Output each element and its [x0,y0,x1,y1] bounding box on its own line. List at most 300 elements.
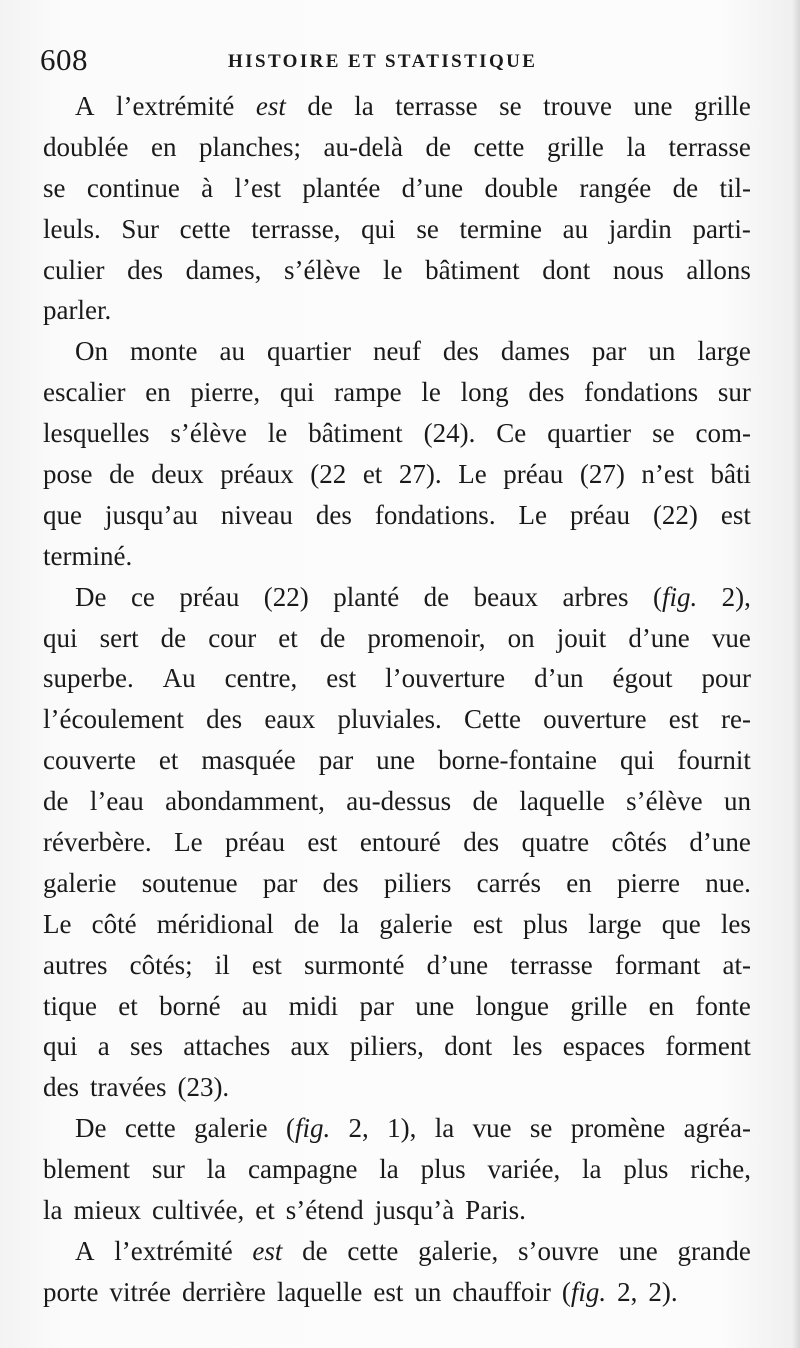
text-line [43,1067,751,1108]
word: sur [151,1154,185,1185]
page-edge-shadow [792,0,800,1348]
word: continue [86,172,180,203]
word: dames [500,336,570,367]
word: aux [290,1031,330,1062]
word: une [633,91,673,121]
word: un [723,786,751,817]
paragraph [43,1231,751,1313]
word: l’eau [89,786,144,817]
word: et [118,990,138,1021]
text-line [43,822,751,863]
word: s’élève [170,418,247,449]
text-line [43,454,751,495]
word: chauffoir [452,1276,551,1307]
word: attaches [183,1031,271,1062]
word: tique [43,990,97,1021]
word: riche, [690,1154,751,1185]
word: re- [721,704,751,735]
text-line [43,250,751,291]
word: terrasse [510,949,593,980]
word: préau [503,459,564,490]
word: grille [546,131,604,162]
word: abondamment, [165,786,325,817]
word: d’une [401,172,464,203]
word: surmonté [304,949,405,980]
word: se [43,172,66,203]
word: (23). [177,1072,230,1103]
paragraph [43,86,751,331]
word: neuf [372,336,421,367]
word: fournit [677,745,751,776]
word: est [668,704,699,735]
word: on [507,622,535,653]
word: en [145,377,171,408]
text-line [43,1108,751,1149]
word: Le [174,827,203,858]
word: en [648,990,675,1021]
word: grille [570,990,628,1021]
word: ses [130,1031,163,1062]
word: Ce [496,418,527,449]
word: (27) [579,459,625,490]
word: planté [333,581,400,612]
word: terrasse [668,131,751,162]
text-line [43,1026,751,1067]
word: terminé. [43,540,133,571]
word: variée, [487,1154,561,1185]
text-line [43,699,751,740]
word: par [262,867,298,898]
word: 1), [387,1113,417,1144]
word: parler. [43,295,112,326]
word: est [326,663,357,694]
word: la [626,131,646,162]
word: par [591,336,627,367]
word: s’étend [285,1195,364,1226]
word: grille [693,91,751,121]
word: masquée [201,745,296,776]
word: l’extrémité [114,1235,233,1266]
word: n’est [641,459,694,490]
word: de [293,908,320,939]
word: On [75,336,108,367]
word: porte [43,1276,99,1307]
word: Le [458,459,487,490]
word: eaux [264,704,316,735]
word: plantée [302,172,381,203]
word: des [463,827,500,858]
word: une [618,1235,658,1266]
word: pour [701,663,751,694]
text-line [43,1190,751,1231]
word: la [354,91,374,121]
word: com- [695,418,751,449]
word: préau [179,581,240,612]
text-line [43,209,751,250]
word: cultivée, [152,1195,245,1226]
word: qui [619,745,655,776]
word: méridional [156,908,274,939]
word: des [206,704,243,735]
paragraph [43,577,751,1109]
word: les [720,908,751,939]
text-line [43,372,751,413]
word: pluviales. [337,704,442,735]
word: de [672,172,699,203]
word: mieux [73,1195,141,1226]
word: (24). [423,418,476,449]
word: travées [90,1072,167,1103]
word: et [255,1195,275,1226]
word: plus [623,1154,669,1185]
word: un [414,1276,442,1307]
word: fonte [695,990,751,1021]
text-line [43,904,751,945]
word: laquelle [519,786,605,817]
word: des [528,377,565,408]
word: jouit [556,622,607,653]
word: autres [43,949,108,980]
word: plus [420,1154,466,1185]
word: double [484,172,558,203]
word: l’extrémité [115,91,235,121]
text-line [43,495,751,536]
running-head [0,42,800,78]
word: galerie [379,908,453,939]
word: doublée [43,131,129,162]
word: midi [288,990,339,1021]
word: de [307,91,333,121]
word: la [43,1195,63,1226]
word: au-dessus [346,786,452,817]
word: de [302,1235,328,1266]
word: le [421,377,441,408]
word: quartier [547,418,632,449]
text-line [43,1272,751,1313]
word: l’ouverture [385,663,506,694]
word: au [219,336,245,367]
word: est [307,827,338,858]
word: se [529,1113,553,1144]
text-line [43,1231,751,1272]
word: leuls. [43,213,101,244]
word: au [241,990,268,1021]
paragraph [43,331,751,576]
word: escalier [43,377,126,408]
word: et [362,459,383,490]
text-line [43,740,751,781]
word: termine [459,213,542,244]
text-line [43,986,751,1027]
word: superbe. [43,663,134,694]
word: fondations [584,377,699,408]
text-line [43,331,751,372]
word: en [566,867,592,898]
word: til- [719,172,751,203]
word: de [43,786,69,817]
word: rampe [334,377,402,408]
word: nue. [705,867,751,898]
word: deux [151,459,204,490]
word: dont [444,1031,493,1062]
word: 2, [617,1276,638,1307]
word: vitrée [109,1276,171,1307]
word: vue [472,1113,512,1144]
word: préau [570,499,630,530]
word: cette [473,131,525,162]
body-text [43,86,751,1313]
word: trouve [543,91,613,121]
word: 2), [721,581,751,612]
word: de [319,622,346,653]
word: d’un [534,663,584,694]
word: de [472,786,499,817]
word: terrasse [395,91,478,121]
word: qui [43,622,78,653]
word: se [416,213,439,244]
word: forment [665,1031,751,1062]
word: qui [43,1031,78,1062]
word: galerie [194,1113,268,1144]
word: au-delà [323,131,403,162]
word: parti- [692,213,751,244]
word: au [562,213,589,244]
word: cette [347,1235,399,1266]
word: quartier [266,336,351,367]
word: cette [124,1113,176,1144]
word: est [720,499,751,530]
word: promène [570,1113,666,1144]
text-line [43,618,751,659]
word: large [697,336,751,367]
word: la [582,1154,602,1185]
word: A [75,91,95,121]
text-line [43,86,751,127]
word: galerie [43,867,117,898]
word: sert [99,622,139,653]
word: côtés [611,827,667,858]
word: (fig. [652,581,698,612]
word: quatre [521,827,590,858]
word: allons [686,254,751,285]
word: dont [542,254,591,285]
word: de [423,581,450,612]
word: derrière [181,1276,266,1307]
word: rangée [579,172,652,203]
text-line [43,577,751,618]
word: des [43,1072,79,1103]
word: Au [162,663,196,694]
word: formant [614,949,701,980]
word: la [339,908,360,939]
word: côté [91,908,137,939]
word: par [318,745,354,776]
word: côtés; [129,949,193,980]
word: un [648,336,676,367]
word: le [383,254,403,285]
word: des [442,336,479,367]
word: campagne [248,1154,358,1185]
word: (22 [310,459,347,490]
word: Paris. [465,1195,526,1226]
word: des [322,867,359,898]
word: la [434,1113,455,1144]
word: Cette [463,704,521,735]
word: est [255,91,286,121]
word: s’ouvre [518,1235,599,1266]
word: est [472,908,503,939]
text-line [43,168,751,209]
text-line [43,863,751,904]
word: l’est [234,172,281,203]
word: d’une [689,827,751,858]
word: (22) [652,499,698,530]
word: s’élève [283,254,361,285]
word: ouverture [543,704,647,735]
word: d’une [628,622,690,653]
word: a [97,1031,110,1062]
word: centre, [224,663,298,694]
word: de [160,622,187,653]
word: carrés [476,867,542,898]
word: espaces [562,1031,646,1062]
word: (fig. [561,1276,607,1307]
word: monte [130,336,198,367]
word: A [75,1235,95,1266]
word: égout [612,663,673,694]
word: jardin [608,213,672,244]
word: de [109,459,135,490]
word: Le [518,499,548,530]
word: il [214,949,230,980]
word: que [661,908,701,939]
word: des [315,499,352,530]
word: piliers [383,867,452,898]
word: beaux [473,581,539,612]
paragraph [43,1108,751,1231]
word: longue [475,990,550,1021]
word: est [251,949,282,980]
word: plus [522,908,568,939]
word: fondations. [374,499,496,530]
word: est [373,1276,404,1307]
word: cour [208,622,257,653]
word: des [127,254,164,285]
word: culier [43,254,105,285]
word: que [43,499,82,530]
word: De [75,1113,107,1144]
word: Sur [121,213,159,244]
word: (22) [263,581,309,612]
word: en [151,131,177,162]
word: at- [722,949,751,980]
word: laquelle [276,1276,363,1307]
word: qui [361,213,396,244]
word: arbres [562,581,629,612]
word: les [512,1031,543,1062]
word: galerie, [418,1235,499,1266]
running-title: HISTOIRE ET STATISTIQUE [228,51,538,72]
word: promenoir, [367,622,486,653]
word: de [425,131,451,162]
word: couverte [43,745,136,776]
text-line [43,413,751,454]
word: ce [130,581,155,612]
word: cette [179,213,231,244]
word: pierre, [190,377,261,408]
word: se [652,418,675,449]
word: se [499,91,522,121]
word: De [75,581,107,612]
word: et [158,745,179,776]
word: jusqu’au [104,499,198,530]
text-line [43,1149,751,1190]
word: (fig. [285,1113,331,1144]
word: préau [225,827,285,858]
word: bâtiment [425,254,520,285]
word: pierre [617,867,680,898]
word: soutenue [141,867,238,898]
word: l’écoulement [43,704,184,735]
word: et [278,622,298,653]
text-line [43,781,751,822]
word: nous [612,254,664,285]
word: large [588,908,642,939]
word: agréa- [683,1113,751,1144]
word: pose [43,459,93,490]
word: terrasse, [251,213,341,244]
word: blement [43,1154,130,1185]
word: préaux [220,459,294,490]
text-line [43,536,751,577]
word: vue [711,622,751,653]
word: borné [159,990,221,1021]
word: la [206,1154,227,1185]
word: une [376,745,416,776]
word: 2). [648,1276,678,1307]
word: 27). [398,459,442,490]
word: une [415,990,455,1021]
word: long [460,377,509,408]
word: jusqu’à [374,1195,455,1226]
word: bâti [710,459,751,490]
word: planches; [199,131,301,162]
text-line [43,127,751,168]
word: d’une [426,949,489,980]
word: par [359,990,394,1021]
word: réverbère. [43,827,152,858]
word: piliers, [349,1031,424,1062]
word: sur [717,377,751,408]
word: Le [43,908,72,939]
text-line [43,658,751,699]
word: le [267,418,288,449]
word: lesquelles [43,418,150,449]
word: dames, [185,254,262,285]
word: est [252,1235,283,1266]
page-number: 608 [40,42,88,77]
word: à [201,172,214,203]
word: entouré [359,827,441,858]
word: bâtiment [308,418,403,449]
word: la [379,1154,399,1185]
word: qui [279,377,315,408]
text-line [43,945,751,986]
word: s’élève [626,786,703,817]
word: niveau [220,499,293,530]
word: borne-fontaine [438,745,598,776]
word: 2, [348,1113,369,1144]
